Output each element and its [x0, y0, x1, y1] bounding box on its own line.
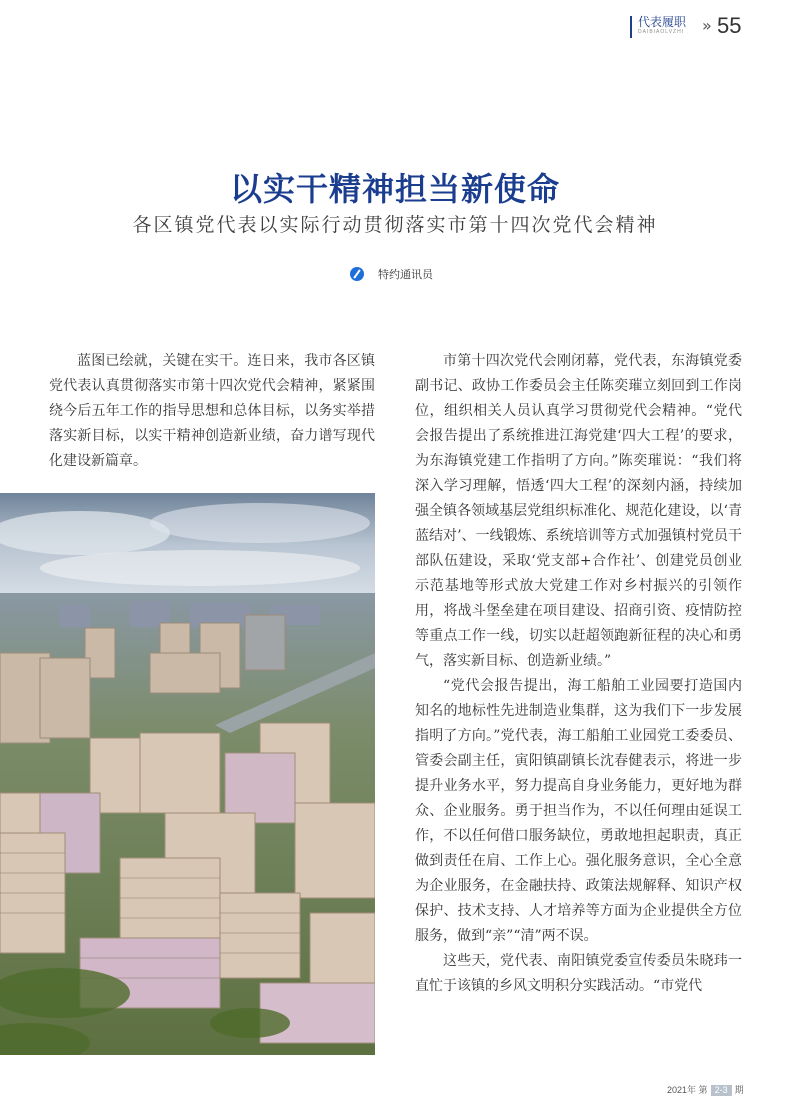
- byline-text: 特约通讯员: [378, 268, 433, 281]
- aerial-city-photo: [0, 493, 375, 1055]
- paragraph: 这些天，党代表、南阳镇党委宣传委员朱晓玮一直忙于该镇的乡风文明积分实践活动。“市党代: [415, 953, 742, 994]
- right-column: [415, 349, 742, 999]
- section-tag: [630, 16, 686, 38]
- footer-year: 2021年: [667, 1085, 697, 1095]
- left-column: [49, 349, 375, 474]
- article-title: 以实干精神担当新使命: [229, 170, 560, 208]
- chevron-icon: »: [702, 16, 712, 35]
- page-number: 55: [717, 13, 742, 38]
- pen-icon: [350, 267, 364, 281]
- footer-di: 第: [698, 1085, 708, 1095]
- issue-number: 2-3: [711, 1085, 732, 1096]
- issue-footer: [667, 1083, 744, 1096]
- footer-qi: 期: [734, 1085, 744, 1095]
- article-subtitle: 各区镇党代表以实际行动贯彻落实市第十四次党代会精神: [132, 214, 658, 236]
- paragraph: 市第十四次党代会刚闭幕，党代表，东海镇党委副书记、政协工作委员会主任陈奕璀立刻回到工作岗位，组织相关人员认真学习贯彻党代会精神。“党代会报告提出了系统推进江海党建‘四大工程’的要求，为东海镇党建工作指明了方向。”陈奕璀说：“我们将深入学习理解，悟透‘四大工程’的深刻内涵，持续加强全镇各领域基层党组织标准化、规范化建设，以‘青蓝结对’、一线锻炼、系统培训等方式加强镇村党员干部队伍建设，采取‘党支部+合作社’、创建党员创业示范基地等形式放大党建工作对乡村振兴的引领作用，将战斗堡垒建在项目建设、招商引资、疫情防控等重点工作一线，切实以赶超领跑新征程的决心和勇气，落实新目标、创造新业绩。”: [415, 353, 742, 669]
- section-pinyin: DAIBIAOLVZHI: [638, 29, 685, 35]
- section-label: 代表履职: [638, 15, 687, 29]
- paragraph: “党代会报告提出，海工船舶工业园要打造国内知名的地标性先进制造业集群，这为我们下一步发展指明了方向。”党代表，海工船舶工业园党工委委员、管委会副主任，寅阳镇副镇长沈春健表示，将进一步提升业务水平，努力提高自身业务能力，更好地为群众、企业服务。勇于担当作为，不以任何理由延误工作，不以任何借口服务缺位，勇敢地担起职责，真正做到责任在肩、工作上心。强化服务意识，全心全意为企业服务，在金融扶持、政策法规解释、知识产权保护、技术支持、人才培养等方面为企业提供全方位服务，做到“亲”“清”两不误。: [415, 678, 742, 944]
- byline: [350, 266, 433, 282]
- paragraph: 蓝图已绘就，关键在实干。连日来，我市各区镇党代表认真贯彻落实市第十四次党代会精神，紧紧围绕今后五年工作的指导思想和总体目标，以务实举措落实新目标，以实干精神创造新业绩，奋力谱写现代化建设新篇章。: [49, 353, 375, 469]
